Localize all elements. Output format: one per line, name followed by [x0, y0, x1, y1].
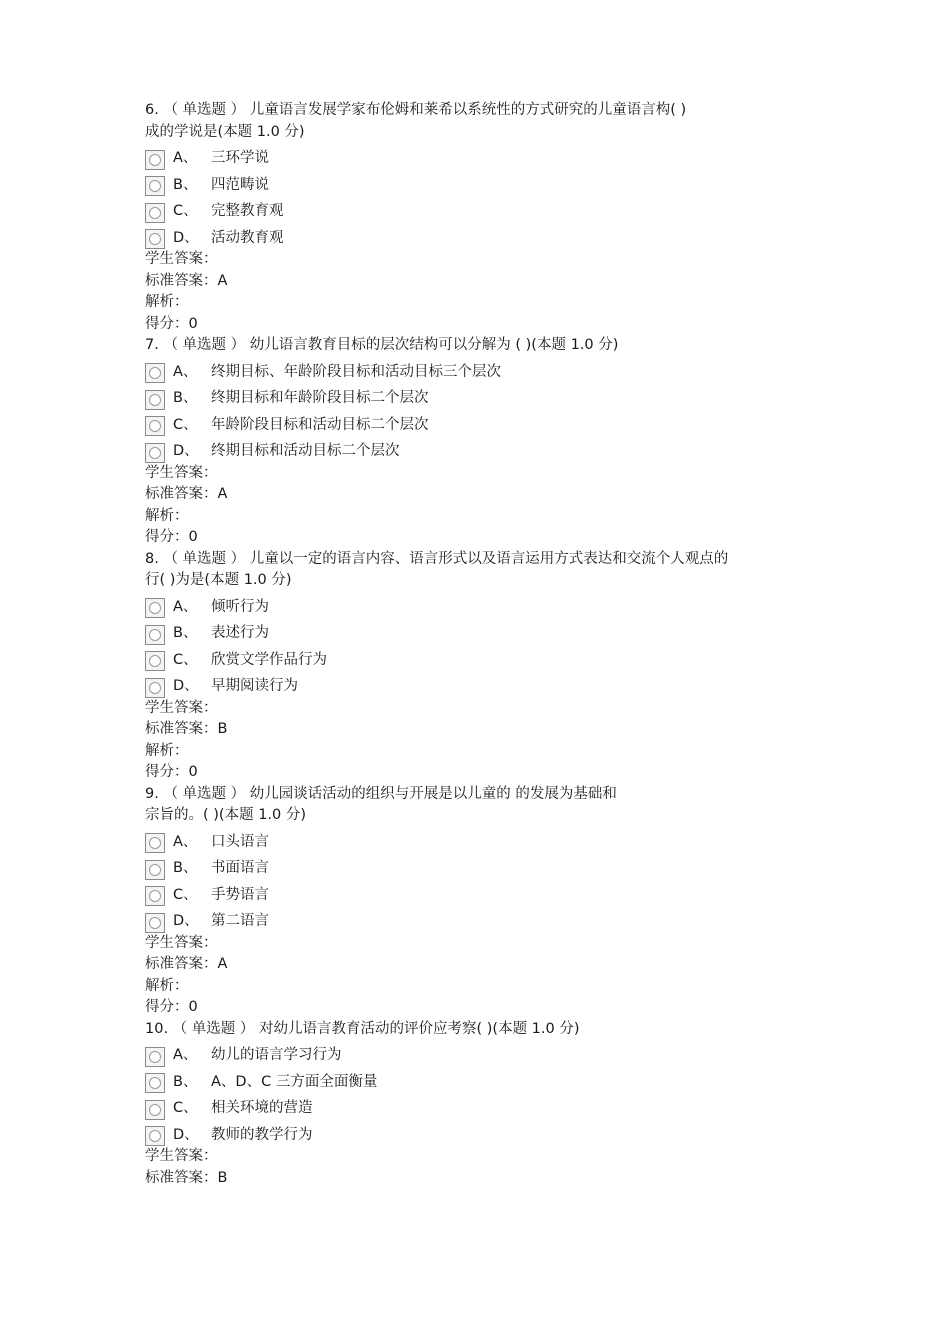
option-b[interactable]: B、 书面语言 — [145, 853, 825, 880]
radio-button-icon[interactable] — [145, 886, 165, 906]
option-b[interactable]: B、 终期目标和年龄阶段目标二个层次 — [145, 383, 825, 410]
question-6 — [145, 100, 825, 335]
question-8 — [145, 549, 825, 784]
question-7 — [145, 335, 825, 549]
option-c[interactable]: C、 相关环境的营造 — [145, 1093, 825, 1120]
option-d[interactable]: D、 早期阅读行为 — [145, 671, 825, 698]
standard-answer: 标准答案：A — [145, 956, 228, 972]
radio-button-icon[interactable] — [145, 390, 165, 410]
option-a[interactable]: A、 幼儿的语言学习行为 — [145, 1040, 825, 1067]
option-d[interactable]: D、 第二语言 — [145, 906, 825, 933]
radio-button-icon[interactable] — [145, 150, 165, 170]
question-stem-line: 6. （ 单选题 ） 儿童语言发展学家布伦姆和莱希以系统性的方式研究的儿童语言构( ) — [145, 102, 687, 118]
option-c[interactable]: C、 年龄阶段目标和活动目标二个层次 — [145, 410, 825, 437]
standard-answer: 标准答案：A — [145, 272, 228, 289]
option-a[interactable]: A、 倾听行为 — [145, 592, 825, 619]
option-c[interactable]: C、 欣赏文学作品行为 — [145, 645, 825, 672]
option-a[interactable]: A、 终期目标、年龄阶段目标和活动目标三个层次 — [145, 357, 825, 384]
analysis: 解析： — [145, 507, 189, 524]
radio-button-icon[interactable] — [145, 598, 165, 618]
score: 得分：0 — [145, 999, 198, 1015]
question-stem-line: 8. （ 单选题 ） 儿童以一定的语言内容、语言形式以及语言运用方式表达和交流个人观点的 — [145, 550, 729, 567]
option-d[interactable]: D、 终期目标和活动目标二个层次 — [145, 436, 825, 463]
standard-answer: 标准答案：B — [145, 721, 228, 737]
question-9 — [145, 784, 825, 1019]
question-10 — [145, 1019, 825, 1190]
radio-button-icon[interactable] — [145, 1073, 165, 1093]
radio-button-icon[interactable] — [145, 443, 165, 463]
standard-answer: 标准答案：A — [145, 486, 228, 502]
radio-button-icon[interactable] — [145, 833, 165, 853]
analysis: 解析： — [145, 742, 189, 759]
radio-button-icon[interactable] — [145, 678, 165, 698]
student-answer: 学生答案： — [145, 1148, 218, 1164]
student-answer: 学生答案： — [145, 934, 218, 951]
student-answer: 学生答案： — [145, 464, 218, 481]
student-answer: 学生答案： — [145, 699, 218, 716]
question-stem-line: 行( )为是(本题 1.0 分) — [145, 572, 292, 588]
option-d[interactable]: D、 教师的教学行为 — [145, 1120, 825, 1147]
radio-button-icon[interactable] — [145, 1047, 165, 1067]
radio-button-icon[interactable] — [145, 363, 165, 383]
score: 得分：0 — [145, 764, 198, 780]
option-c[interactable]: C、 手势语言 — [145, 880, 825, 907]
radio-button-icon[interactable] — [145, 860, 165, 880]
option-b[interactable]: B、 A、D、C 三方面全面衡量 — [145, 1067, 825, 1094]
standard-answer: 标准答案：B — [145, 1169, 228, 1186]
quiz-page — [145, 100, 825, 1189]
radio-button-icon[interactable] — [145, 416, 165, 436]
option-a[interactable]: A、 三环学说 — [145, 143, 825, 170]
student-answer: 学生答案： — [145, 251, 218, 267]
radio-button-icon[interactable] — [145, 229, 165, 249]
question-stem-line: 7. （ 单选题 ） 幼儿语言教育目标的层次结构可以分解为 ( )(本题 1.0 分) — [145, 337, 619, 353]
score: 得分：0 — [145, 529, 198, 545]
radio-button-icon[interactable] — [145, 1100, 165, 1120]
radio-button-icon[interactable] — [145, 913, 165, 933]
option-b[interactable]: B、 表述行为 — [145, 618, 825, 645]
radio-button-icon[interactable] — [145, 176, 165, 196]
radio-button-icon[interactable] — [145, 651, 165, 671]
option-d[interactable]: D、 活动教育观 — [145, 223, 825, 250]
analysis: 解析： — [145, 294, 189, 310]
option-c[interactable]: C、 完整教育观 — [145, 196, 825, 223]
radio-button-icon[interactable] — [145, 625, 165, 645]
question-stem-line: 成的学说是(本题 1.0 分) — [145, 123, 305, 140]
option-a[interactable]: A、 口头语言 — [145, 827, 825, 854]
score: 得分：0 — [145, 315, 198, 332]
radio-button-icon[interactable] — [145, 203, 165, 223]
question-stem-line: 10. （ 单选题 ） 对幼儿语言教育活动的评价应考察( )(本题 1.0 分) — [145, 1020, 580, 1037]
analysis: 解析： — [145, 977, 189, 994]
radio-button-icon[interactable] — [145, 1126, 165, 1146]
option-b[interactable]: B、 四范畴说 — [145, 170, 825, 197]
question-stem-line: 宗旨的。( )(本题 1.0 分) — [145, 807, 307, 823]
question-stem-line: 9. （ 单选题 ） 幼儿园谈话活动的组织与开展是以儿童的 的发展为基础和 — [145, 785, 617, 802]
